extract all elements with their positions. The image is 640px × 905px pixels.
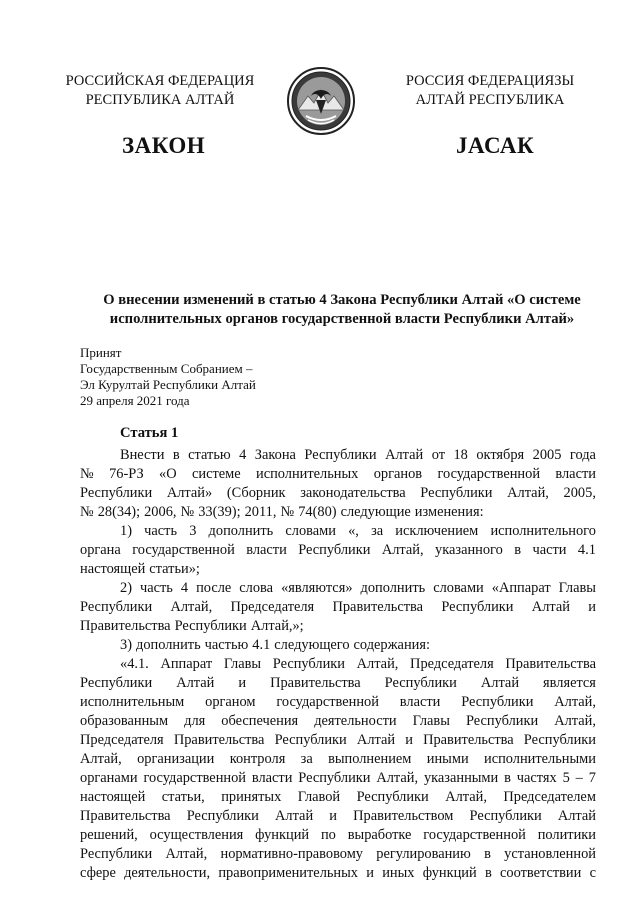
body-word: «являются» [281,580,353,596]
body-word: Алтай,»; [250,618,304,634]
body-line [80,693,596,712]
body-word: Правительства [270,675,361,691]
body-line [80,541,596,560]
body-word: Алтай» [166,485,213,501]
header-russian-block [40,72,280,110]
body-word: является [543,675,596,691]
body-word: № [180,504,195,520]
body-word: Республики [80,846,153,862]
body-word: Республики [298,770,371,786]
body-line [80,465,596,484]
body-line [80,845,596,864]
body-word: № [80,504,94,520]
body-word: органа [80,542,121,558]
body-word: Алтай [176,675,215,691]
body-word: политики [537,827,596,843]
body-word: Правительства [173,732,265,748]
body-word: Алтай, [381,542,424,558]
body-word: – [575,770,583,786]
body-word: Председателя [410,656,494,672]
body-word: исполнительными [484,751,596,767]
body-word: государственной [143,770,246,786]
body-word: власти [399,694,441,710]
body-line [80,636,596,655]
body-word: Правительства [423,732,514,748]
body-word: Республики [80,599,153,615]
body-word: настоящей [80,789,146,805]
body-word: 76-РЗ [109,466,144,482]
document-title [80,291,604,329]
body-word: Алтай, [554,713,596,729]
body-line [80,598,596,617]
body-word: Республики [304,447,377,463]
body-word: 4.1 [252,637,271,653]
body-word: Внести [120,447,165,463]
body-word: указанного [435,542,503,558]
body-line [80,560,596,579]
body-word: Алтай, [554,694,596,710]
body-word: 2005 [532,447,562,463]
body-word: Республики [80,675,153,691]
body-word: власти [246,542,287,558]
body-line [80,674,596,693]
body-word: и [366,865,374,881]
body-word: государственной [437,466,541,482]
body-word: Правительства [332,599,424,615]
document-title-line: исполнительных органов государственной власти Республики Алтай» [109,311,575,327]
body-word: Республики [186,808,259,824]
body-word: «, [348,523,359,539]
body-line [80,769,596,788]
body-word: образованным [80,713,169,729]
body-word: частью [204,637,249,653]
body-word: частях [516,770,557,786]
body-word: статьи»; [149,561,200,577]
body-word: Алтай [356,732,396,748]
body-word: дополнить [360,580,426,596]
body-word: в [484,865,492,881]
body-word: 33(39); [198,504,241,520]
body-word: Правительства [505,656,596,672]
body-word: и [588,599,596,615]
body-word: содержания: [353,637,430,653]
header-republic-alt: АЛТАЙ РЕСПУБЛИКА [415,92,565,108]
body-word: функций [422,865,477,881]
body-word: контроля [229,751,286,767]
body-word: регулированию [376,846,471,862]
body-line [80,579,596,598]
body-word: Алтай [385,447,424,463]
body-word: 7 [588,770,596,786]
body-word: 5 [562,770,570,786]
body-word: «О [159,466,177,482]
body-word: статьи, [161,789,205,805]
body-word: решений, [80,827,138,843]
body-word: изменения: [414,504,484,520]
body-word: исполнительного [490,523,596,539]
body-word: и [238,675,247,691]
body-line [80,864,596,883]
body-word: Главы [223,656,262,672]
body-word: Алтай, [356,656,399,672]
body-word: Республики [523,732,596,748]
body-word: после [196,580,232,596]
body-word: часть [140,580,173,596]
body-word: следующие [340,504,411,520]
body-word: с [589,865,596,881]
body-word: иными [426,751,469,767]
body-line [80,655,596,674]
header-republic-ru: РЕСПУБЛИКА АЛТАЙ [85,92,235,108]
body-word: 1) [120,523,132,539]
body-word: Главой [297,789,341,805]
body-word: нормативно-правовому [220,846,363,862]
body-word: органом [205,694,256,710]
body-line [80,484,596,503]
body-word: выполнением [328,751,412,767]
body-word: Республики [356,789,429,805]
body-word: Алтай [480,675,520,691]
body-word: за [300,751,313,767]
body-word: часть [144,523,178,539]
body-word: Алтай [531,599,570,615]
adoption-line: Эл Курултай Республики Алтай [80,377,256,392]
article-body [80,446,596,883]
body-word: 28(34); [97,504,141,520]
body-word: 2011, [244,504,277,520]
body-word: Республики [274,732,347,748]
header-country-ru: РОССИЙСКАЯ ФЕДЕРАЦИЯ [65,73,255,89]
body-word: деятельности, [124,865,211,881]
body-word: Республики [465,713,539,729]
republic-altai-coat-of-arms-icon [286,66,356,136]
body-word: Республики [272,656,345,672]
adoption-date: 29 апреля 2021 года [80,393,190,408]
body-word: выработке [347,827,412,843]
body-word: части [532,542,567,558]
body-word: Республики [80,485,153,501]
body-word: исполнительным [80,694,185,710]
law-title-alt: JАСАК [456,133,535,158]
body-word: «Аппарат [491,580,551,596]
body-word: деятельности [314,713,397,729]
body-word: октября [476,447,525,463]
header-altai-block [370,72,610,110]
body-word: органов [373,466,423,482]
body-word: и [329,808,337,824]
adoption-line: Государственным Собранием – [80,361,253,376]
body-word: Республики [420,485,493,501]
body-word: власти [555,466,596,482]
body-line [80,446,596,465]
body-word: Республики [174,618,247,634]
body-line [80,712,596,731]
body-word: Правительства [80,618,171,634]
body-word: указанными [423,770,499,786]
body-word: 2005, [563,485,596,501]
adoption-note [80,345,256,409]
body-word: правоприменительных [218,865,358,881]
body-word: Закона [254,447,296,463]
body-word: иных [382,865,415,881]
body-word: слова [239,580,274,596]
body-word: и [405,732,413,748]
body-word: 4.1 [577,542,596,558]
body-line [80,750,596,769]
body-word: в [504,770,511,786]
body-word: сфере [80,865,116,881]
body-word: словами [433,580,484,596]
body-word: Алтай, [445,789,487,805]
body-word: настоящей [80,561,146,577]
body-word: Аппарат [160,656,213,672]
body-word: установленной [504,846,596,862]
body-word: законодательства [300,485,406,501]
body-word: Алтай [557,808,596,824]
body-word: принятых [221,789,282,805]
body-word: № [80,466,94,482]
body-word: осуществления [149,827,244,843]
body-word: Председателя [230,599,315,615]
body-word: системе [191,466,241,482]
body-word: Республики [461,694,534,710]
body-word: для [184,713,206,729]
body-word: Республики [469,808,542,824]
body-word: Правительства [80,808,171,824]
body-word: Алтай, [165,846,208,862]
body-word: Алтай, [507,485,549,501]
body-word: Правительством [353,808,454,824]
body-word: Председателя [80,732,164,748]
body-word: 2006, [144,504,177,520]
body-word: исключением [395,523,479,539]
body-word: Республики [384,675,457,691]
body-word: в [514,542,522,558]
body-word: Главы [558,580,596,596]
body-word: государственной [132,542,235,558]
body-word: следующего [274,637,350,653]
body-word: соответствии [500,865,582,881]
body-line [80,522,596,541]
body-word: Алтай [275,808,314,824]
body-word: 2) [120,580,132,596]
body-line [80,807,596,826]
body-word: за [371,523,384,539]
document-title-line: О внесении изменений в статью 4 Закона Республики Алтай «О системе [103,292,581,308]
body-word: в [484,846,491,862]
body-word: органами [80,770,138,786]
law-title-ru: ЗАКОН [122,133,206,158]
body-word: статью [188,447,231,463]
header-country-alt: РОССИЯ ФЕДЕРАЦИЯЗЫ [405,73,575,89]
body-word: Главы [412,713,450,729]
body-word: Алтай, [80,751,122,767]
body-word: словами [285,523,336,539]
body-word: от [431,447,445,463]
body-word: Председателем [503,789,596,805]
body-word: дополнить [136,637,201,653]
body-word: власти [251,770,293,786]
body-word: 3) [120,637,132,653]
body-word: Алтай, [170,599,213,615]
body-line [80,617,596,636]
body-word: (Сборник [226,485,286,501]
body-line [80,788,596,807]
body-word: года [569,447,596,463]
body-word: Республики [441,599,514,615]
body-word: государственной [276,694,379,710]
body-word: 74(80) [298,504,337,520]
body-word: организации [137,751,215,767]
body-word: функций [255,827,310,843]
body-word: 3 [189,523,197,539]
body-word: № [280,504,295,520]
body-line [80,731,596,750]
body-word: «4.1. [120,656,149,672]
body-word: обеспечения [221,713,299,729]
body-line [80,826,596,845]
body-word: Алтай, [376,770,419,786]
body-line [80,503,596,522]
article-heading: Статья 1 [120,425,179,441]
body-word: Республики [298,542,371,558]
body-word: в [172,447,180,463]
body-word: 4 [180,580,189,596]
body-word: дополнить [208,523,274,539]
body-word: государственной [423,827,526,843]
body-word: исполнительных [256,466,359,482]
adoption-line: Принят [80,345,122,360]
body-word: 4 [239,447,247,463]
body-word: 18 [453,447,468,463]
body-word: по [320,827,336,843]
